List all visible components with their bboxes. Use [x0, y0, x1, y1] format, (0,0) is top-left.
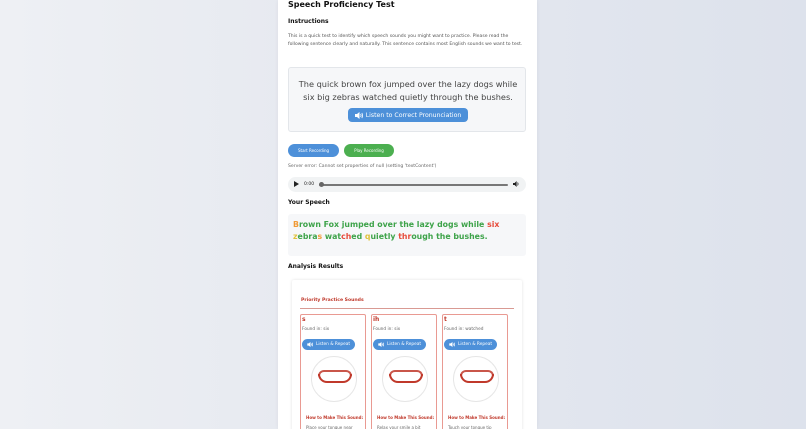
- play-recording-button[interactable]: Play Recording: [344, 144, 394, 157]
- analysis-results-panel: [292, 280, 522, 429]
- listen-repeat-button[interactable]: [373, 339, 426, 350]
- listen-correct-label: Listen to Correct Pronunciation: [365, 111, 462, 119]
- listen-correct-pronunciation-button[interactable]: [348, 108, 468, 122]
- speech-segment: thr: [398, 232, 412, 241]
- listen-repeat-label: Listen & Repeat: [457, 342, 493, 347]
- speaker-icon: [355, 112, 363, 118]
- how-to-heading: How to Make This Sound:: [377, 415, 435, 420]
- how-to-heading: How to Make This Sound:: [448, 415, 506, 420]
- speaker-icon: [307, 342, 314, 347]
- sound-symbol: s: [302, 316, 306, 323]
- speech-segment: ed: [351, 232, 365, 241]
- sound-symbol: ih: [373, 316, 380, 323]
- speech-segment: uietly: [370, 232, 399, 241]
- sound-found-in: Found in: watched: [444, 327, 484, 332]
- speech-segment: B: [293, 220, 299, 229]
- speech-segment: six: [487, 220, 500, 229]
- play-icon[interactable]: [294, 181, 299, 189]
- sound-found-in: Found in: six: [373, 327, 401, 332]
- audio-progress-thumb[interactable]: [319, 182, 324, 187]
- divider: [300, 308, 514, 309]
- lower-lip: [318, 374, 352, 383]
- instructions-text: This is a quick test to identify which speech sounds you might want to practice. Please read the following sentence clearly and naturally. This sentence contains most English sounds we want to test.: [288, 34, 523, 47]
- test-sentence: The quick brown fox jumped over the lazy dogs while six big zebras watched quietly through the bushes.: [298, 79, 518, 102]
- speech-box: [288, 214, 526, 256]
- speech-segment: q: [364, 232, 371, 241]
- listen-repeat-button[interactable]: [302, 339, 355, 350]
- speech-segment: ough the bushes.: [411, 232, 488, 241]
- how-to-tip: Relax your smile a bit: [377, 425, 421, 429]
- audio-player: [288, 177, 526, 192]
- listen-repeat-label: Listen & Repeat: [315, 342, 351, 347]
- speech-segment: z: [293, 232, 298, 241]
- lower-lip: [460, 374, 494, 383]
- transcribed-speech: [293, 219, 519, 243]
- lower-lip: [389, 374, 423, 383]
- analysis-results-heading: Analysis Results: [288, 263, 344, 270]
- sound-card: [300, 314, 366, 429]
- error-message: Server error: Cannot set properties of null (setting 'textContent'): [288, 164, 437, 169]
- page-title: Speech Proficiency Test: [288, 0, 395, 9]
- mouth-diagram: [453, 356, 499, 402]
- sound-card: [442, 314, 508, 429]
- speaker-icon: [378, 342, 385, 347]
- sound-card: [371, 314, 437, 429]
- speech-segment: wat: [322, 232, 342, 241]
- speaker-icon: [449, 342, 456, 347]
- sound-found-in: Found in: six: [302, 327, 330, 332]
- how-to-tip: Place your tongue near: [306, 425, 353, 429]
- instructions-heading: Instructions: [288, 18, 329, 25]
- speech-segment: rown Fox jumped over the lazy dogs while: [298, 220, 488, 229]
- priority-sounds-heading: Priority Practice Sounds: [301, 298, 364, 303]
- sentence-box: [288, 67, 526, 132]
- start-recording-button[interactable]: Start Recording: [288, 144, 339, 157]
- speech-segment: s: [317, 232, 323, 241]
- volume-icon[interactable]: [513, 181, 520, 189]
- mouth-diagram: [311, 356, 357, 402]
- main-card: [278, 0, 537, 429]
- audio-progress-slider[interactable]: [319, 184, 508, 186]
- mouth-diagram: [382, 356, 428, 402]
- your-speech-heading: Your Speech: [288, 199, 330, 206]
- listen-repeat-button[interactable]: [444, 339, 497, 350]
- audio-time: 0:00: [304, 182, 315, 187]
- listen-repeat-label: Listen & Repeat: [386, 342, 422, 347]
- how-to-tip: Touch your tongue tip: [448, 425, 492, 429]
- how-to-heading: How to Make This Sound:: [306, 415, 364, 420]
- sound-symbol: t: [444, 316, 447, 323]
- speech-segment: ebra: [297, 232, 318, 241]
- speech-segment: ch: [341, 232, 352, 241]
